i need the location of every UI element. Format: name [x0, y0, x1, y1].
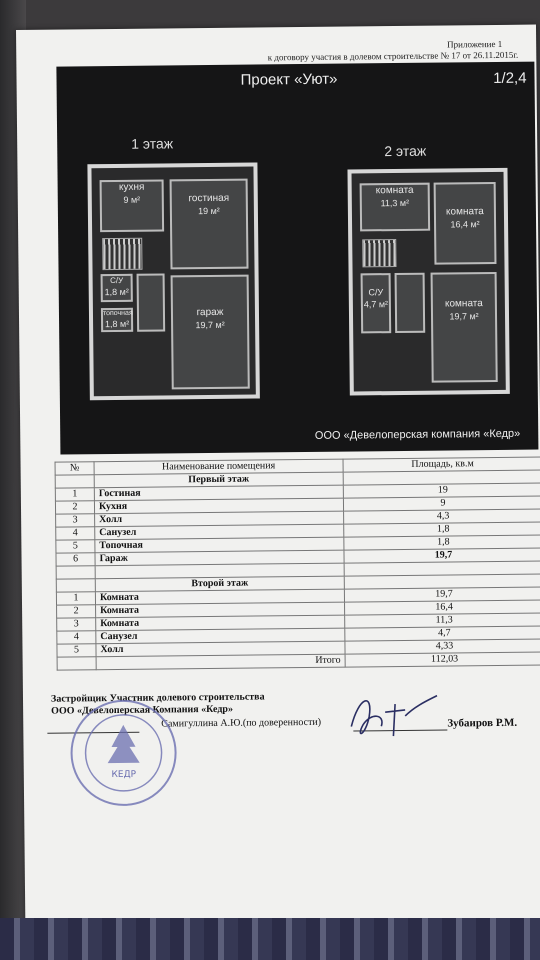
total-value: 112,03 — [345, 652, 540, 667]
attachment-label: Приложение 1 — [447, 38, 503, 50]
floor2-outline — [347, 168, 509, 396]
floor1-label: 1 этаж — [131, 135, 174, 152]
table-row: 3 Холл 4,3 — [56, 509, 540, 527]
floor2-room-hall — [395, 273, 426, 333]
floor1-room-kitchen: кухня 9 м² — [100, 179, 165, 232]
plan-title: Проект «Уют» — [240, 70, 338, 89]
signature-representative: Самигуллина А.Ю.(по доверенности) — [161, 716, 322, 730]
rooms-table — [55, 457, 540, 671]
floor1-room-bath: С/У 1,8 м² — [101, 274, 133, 302]
floor2-room-1: комната 11,3 м² — [360, 183, 430, 232]
table-row: 3 Комната 11,3 — [57, 613, 540, 631]
table-row: 4 Санузел 1,8 — [56, 522, 540, 540]
plan-page-number: 1/2,4 — [493, 69, 527, 88]
handwritten-signature — [345, 686, 442, 747]
floor2-room-2: комната 16,4 м² — [434, 182, 497, 265]
table-row: 1 Гостиная 19 — [55, 483, 540, 501]
floor2-room-3: комната 19,7 м² — [431, 272, 498, 383]
table-row: 4 Санузел 4,7 — [57, 626, 540, 644]
signature-participant: Зубаиров Р.М. — [447, 716, 518, 730]
floor2-label: 2 этаж — [384, 142, 427, 160]
document-page — [16, 25, 540, 935]
table-row: 5 Холл 4,33 — [57, 639, 540, 657]
company-stamp — [67, 696, 180, 809]
header-area: Площадь, кв.м — [343, 457, 540, 472]
header-num: № — [55, 462, 94, 475]
stamp-text: КЕДР — [111, 769, 137, 781]
signature-company: ООО «Девелоперская Компания «Кедр» — [51, 703, 233, 717]
floor2-stairs — [362, 239, 396, 267]
header-name: Наименование помещения — [94, 459, 343, 475]
table-row: 2 Комната 16,4 — [57, 600, 540, 618]
floor-plan — [56, 62, 538, 455]
floor2-room-bath: С/У 4,7 м² — [361, 273, 392, 333]
table-row: 5 Топочная 1,8 — [56, 535, 540, 553]
section-title: Второй этаж — [95, 576, 344, 592]
table-row: 1 Комната 19,7 — [56, 587, 540, 605]
floor1-room-garage: гараж 19,7 м² — [171, 275, 250, 390]
contract-label: к договору участия в долевом строительстве № 17 от 26.11.2015г. — [267, 49, 519, 63]
floor1-room-hall — [137, 273, 166, 331]
table-row: 6 Гараж 19,7 — [56, 548, 540, 566]
table-row: 2 Кухня 9 — [55, 496, 540, 514]
floor1-outline — [87, 162, 259, 400]
background-fabric — [0, 918, 540, 960]
section-title: Первый этаж — [94, 472, 343, 488]
signature-parties: Застройщик Участник долевого строительства — [50, 691, 265, 705]
floor1-stairs — [102, 238, 142, 270]
total-label: Итого — [96, 654, 345, 670]
floor1-room-boiler: топочная 1,8 м² — [101, 308, 133, 332]
plan-company: ООО «Девелоперская компания «Кедр» — [314, 427, 521, 442]
floor1-room-living: гостиная 19 м² — [170, 179, 249, 270]
